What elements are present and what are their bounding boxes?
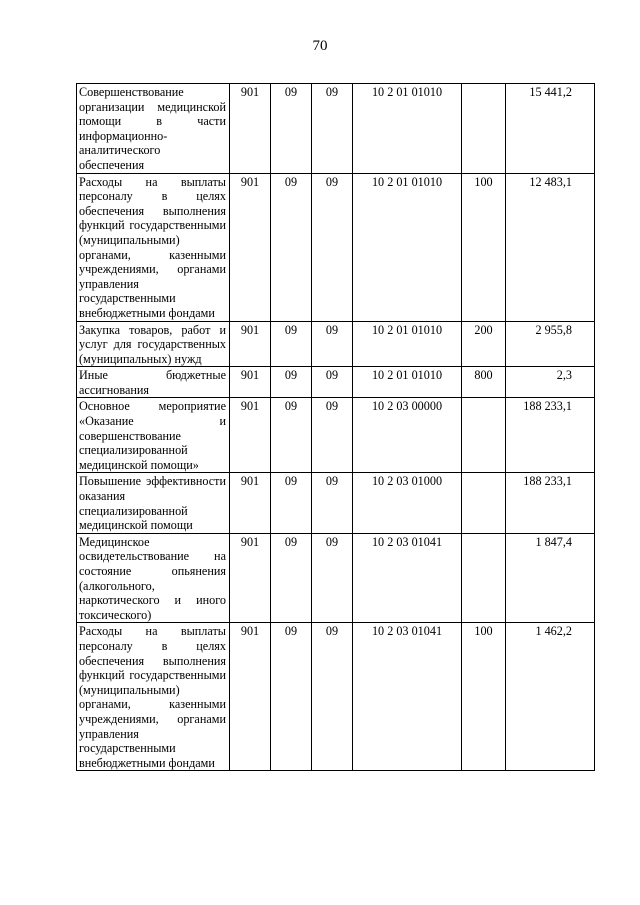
amount: 1 847,4 xyxy=(506,533,595,623)
subsection-code: 09 xyxy=(312,473,353,533)
table-row xyxy=(77,398,595,473)
item-name: Основное мероприятие «Оказание и совершенствование специализированной медицинской помощи» xyxy=(77,398,230,473)
expense-type: 200 xyxy=(462,321,506,367)
subsection-code: 09 xyxy=(312,623,353,771)
subsection-code: 09 xyxy=(312,367,353,398)
target-article: 10 2 01 01010 xyxy=(353,367,462,398)
section-code: 09 xyxy=(271,173,312,321)
amount: 188 233,1 xyxy=(506,473,595,533)
item-name: Повышение эффективности оказания специализированной медицинской помощи xyxy=(77,473,230,533)
target-article: 10 2 03 01041 xyxy=(353,623,462,771)
expense-type: 100 xyxy=(462,173,506,321)
target-article: 10 2 01 01010 xyxy=(353,173,462,321)
item-name: Расходы на выплаты персоналу в целях обеспечения выполнения функций государственными (муниципальными) органами, казенными учреждениями, органами управления государственными внебюджетными фондами xyxy=(77,623,230,771)
item-name: Иные бюджетные ассигнования xyxy=(77,367,230,398)
target-article: 10 2 01 01010 xyxy=(353,321,462,367)
subsection-code: 09 xyxy=(312,321,353,367)
section-code: 09 xyxy=(271,473,312,533)
target-article: 10 2 03 01041 xyxy=(353,533,462,623)
item-name: Совершенствование организации медицинской помощи в части информационно-аналитического обеспечения xyxy=(77,84,230,174)
item-name: Медицинское освидетельствование на состояние опьянения (алкогольного, наркотического и иного токсического) xyxy=(77,533,230,623)
admin-code: 901 xyxy=(230,84,271,174)
amount: 2 955,8 xyxy=(506,321,595,367)
page-number: 70 xyxy=(312,38,328,54)
subsection-code: 09 xyxy=(312,533,353,623)
admin-code: 901 xyxy=(230,398,271,473)
section-code: 09 xyxy=(271,367,312,398)
amount: 1 462,2 xyxy=(506,623,595,771)
table-row xyxy=(77,473,595,533)
expense-type xyxy=(462,533,506,623)
amount: 15 441,2 xyxy=(506,84,595,174)
admin-code: 901 xyxy=(230,173,271,321)
amount: 2,3 xyxy=(506,367,595,398)
item-name: Закупка товаров, работ и услуг для государственных (муниципальных) нужд xyxy=(77,321,230,367)
table-row xyxy=(77,173,595,321)
table-row xyxy=(77,367,595,398)
table-row xyxy=(77,84,595,174)
subsection-code: 09 xyxy=(312,173,353,321)
target-article: 10 2 03 00000 xyxy=(353,398,462,473)
expense-type xyxy=(462,84,506,174)
table-row xyxy=(77,321,595,367)
expense-type xyxy=(462,473,506,533)
target-article: 10 2 01 01010 xyxy=(353,84,462,174)
admin-code: 901 xyxy=(230,321,271,367)
budget-table xyxy=(76,83,595,771)
section-code: 09 xyxy=(271,623,312,771)
section-code: 09 xyxy=(271,533,312,623)
admin-code: 901 xyxy=(230,473,271,533)
section-code: 09 xyxy=(271,321,312,367)
amount: 188 233,1 xyxy=(506,398,595,473)
expense-type xyxy=(462,398,506,473)
subsection-code: 09 xyxy=(312,398,353,473)
expense-type: 100 xyxy=(462,623,506,771)
section-code: 09 xyxy=(271,398,312,473)
amount: 12 483,1 xyxy=(506,173,595,321)
admin-code: 901 xyxy=(230,367,271,398)
subsection-code: 09 xyxy=(312,84,353,174)
admin-code: 901 xyxy=(230,623,271,771)
admin-code: 901 xyxy=(230,533,271,623)
expense-type: 800 xyxy=(462,367,506,398)
item-name: Расходы на выплаты персоналу в целях обеспечения выполнения функций государственными (муниципальными) органами, казенными учреждениями, органами управления государственными внебюджетными фондами xyxy=(77,173,230,321)
section-code: 09 xyxy=(271,84,312,174)
table-row xyxy=(77,533,595,623)
table-row xyxy=(77,623,595,771)
target-article: 10 2 03 01000 xyxy=(353,473,462,533)
